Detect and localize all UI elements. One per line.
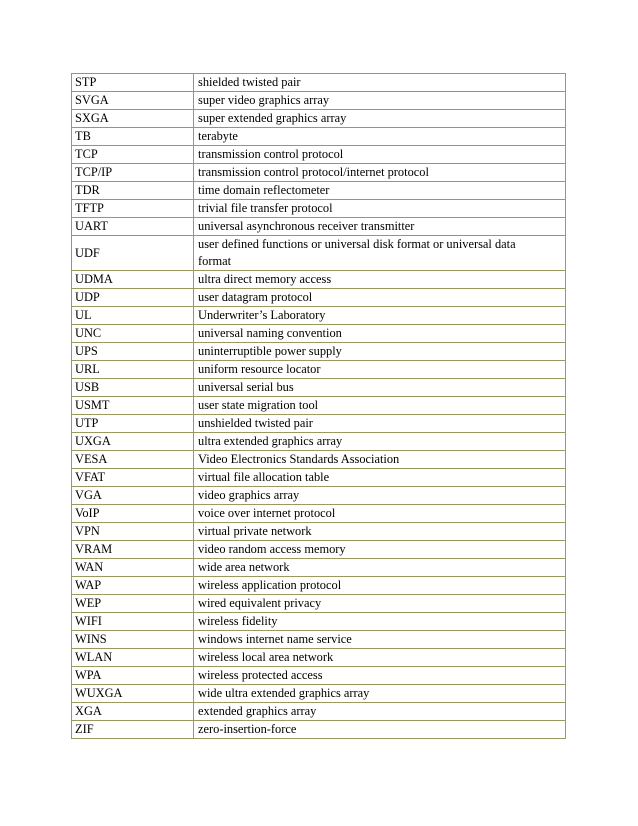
definition-cell: zero-insertion-force: [194, 721, 566, 739]
table-row: [72, 667, 566, 685]
acronym-table-body: [72, 74, 566, 739]
table-row: [72, 595, 566, 613]
definition-cell: wireless protected access: [194, 667, 566, 685]
acronym-cell: VFAT: [72, 469, 194, 487]
definition-cell: transmission control protocol/internet protocol: [194, 164, 566, 182]
table-row: [72, 433, 566, 451]
table-row: [72, 631, 566, 649]
definition-cell: wireless fidelity: [194, 613, 566, 631]
definition-cell: uninterruptible power supply: [194, 343, 566, 361]
table-row: [72, 559, 566, 577]
definition-cell: super video graphics array: [194, 92, 566, 110]
definition-cell: virtual file allocation table: [194, 469, 566, 487]
definition-cell: wide area network: [194, 559, 566, 577]
acronym-cell: ZIF: [72, 721, 194, 739]
table-row: [72, 164, 566, 182]
definition-cell: transmission control protocol: [194, 146, 566, 164]
definition-cell: Underwriter’s Laboratory: [194, 307, 566, 325]
table-row: [72, 343, 566, 361]
definition-cell: universal naming convention: [194, 325, 566, 343]
table-row: [72, 685, 566, 703]
acronym-cell: SVGA: [72, 92, 194, 110]
acronym-cell: UPS: [72, 343, 194, 361]
acronym-cell: USMT: [72, 397, 194, 415]
acronym-cell: VPN: [72, 523, 194, 541]
table-row: [72, 577, 566, 595]
acronym-cell: WPA: [72, 667, 194, 685]
definition-cell: terabyte: [194, 128, 566, 146]
table-row: [72, 451, 566, 469]
acronym-cell: VoIP: [72, 505, 194, 523]
acronym-cell: WUXGA: [72, 685, 194, 703]
table-row: [72, 649, 566, 667]
acronym-table: [71, 73, 566, 739]
definition-cell: user state migration tool: [194, 397, 566, 415]
acronym-cell: TB: [72, 128, 194, 146]
acronym-cell: TDR: [72, 182, 194, 200]
acronym-cell: SXGA: [72, 110, 194, 128]
definition-cell: shielded twisted pair: [194, 74, 566, 92]
definition-cell: ultra extended graphics array: [194, 433, 566, 451]
definition-cell: uniform resource locator: [194, 361, 566, 379]
acronym-cell: XGA: [72, 703, 194, 721]
definition-cell: virtual private network: [194, 523, 566, 541]
definition-cell: video graphics array: [194, 487, 566, 505]
table-row: [72, 487, 566, 505]
acronym-cell: STP: [72, 74, 194, 92]
acronym-cell: VESA: [72, 451, 194, 469]
acronym-cell: WAP: [72, 577, 194, 595]
acronym-cell: WINS: [72, 631, 194, 649]
acronym-cell: UNC: [72, 325, 194, 343]
table-row: [72, 361, 566, 379]
definition-cell: time domain reflectometer: [194, 182, 566, 200]
table-row: [72, 218, 566, 236]
table-row: [72, 92, 566, 110]
acronym-cell: WAN: [72, 559, 194, 577]
table-row: [72, 397, 566, 415]
acronym-cell: UART: [72, 218, 194, 236]
acronym-cell: TCP/IP: [72, 164, 194, 182]
table-row: [72, 110, 566, 128]
table-row: [72, 289, 566, 307]
definition-cell: universal serial bus: [194, 379, 566, 397]
acronym-cell: UDP: [72, 289, 194, 307]
table-row: [72, 469, 566, 487]
definition-cell: user datagram protocol: [194, 289, 566, 307]
table-row: [72, 613, 566, 631]
definition-cell: wireless application protocol: [194, 577, 566, 595]
table-row: [72, 128, 566, 146]
acronym-cell: UXGA: [72, 433, 194, 451]
definition-cell: Video Electronics Standards Association: [194, 451, 566, 469]
table-row: [72, 307, 566, 325]
definition-cell: windows internet name service: [194, 631, 566, 649]
acronym-cell: TFTP: [72, 200, 194, 218]
table-row: [72, 379, 566, 397]
definition-cell: video random access memory: [194, 541, 566, 559]
definition-cell: wired equivalent privacy: [194, 595, 566, 613]
table-row: [72, 200, 566, 218]
table-row: [72, 541, 566, 559]
definition-cell: ultra direct memory access: [194, 271, 566, 289]
acronym-cell: VRAM: [72, 541, 194, 559]
definition-cell: extended graphics array: [194, 703, 566, 721]
acronym-cell: UTP: [72, 415, 194, 433]
definition-cell: wireless local area network: [194, 649, 566, 667]
acronym-cell: UDMA: [72, 271, 194, 289]
table-row: [72, 236, 566, 271]
acronym-cell: WLAN: [72, 649, 194, 667]
table-row: [72, 271, 566, 289]
acronym-cell: URL: [72, 361, 194, 379]
definition-cell: unshielded twisted pair: [194, 415, 566, 433]
table-row: [72, 415, 566, 433]
definition-cell: trivial file transfer protocol: [194, 200, 566, 218]
table-row: [72, 703, 566, 721]
table-row: [72, 721, 566, 739]
definition-cell: user defined functions or universal disk format or universal data format: [194, 236, 566, 271]
table-row: [72, 523, 566, 541]
definition-cell: super extended graphics array: [194, 110, 566, 128]
acronym-cell: UDF: [72, 236, 194, 271]
definition-cell: wide ultra extended graphics array: [194, 685, 566, 703]
acronym-cell: VGA: [72, 487, 194, 505]
table-row: [72, 182, 566, 200]
table-row: [72, 74, 566, 92]
acronym-cell: UL: [72, 307, 194, 325]
table-row: [72, 505, 566, 523]
definition-cell: voice over internet protocol: [194, 505, 566, 523]
acronym-cell: USB: [72, 379, 194, 397]
acronym-cell: WEP: [72, 595, 194, 613]
definition-cell: universal asynchronous receiver transmitter: [194, 218, 566, 236]
acronym-cell: TCP: [72, 146, 194, 164]
table-row: [72, 325, 566, 343]
table-row: [72, 146, 566, 164]
acronym-cell: WIFI: [72, 613, 194, 631]
